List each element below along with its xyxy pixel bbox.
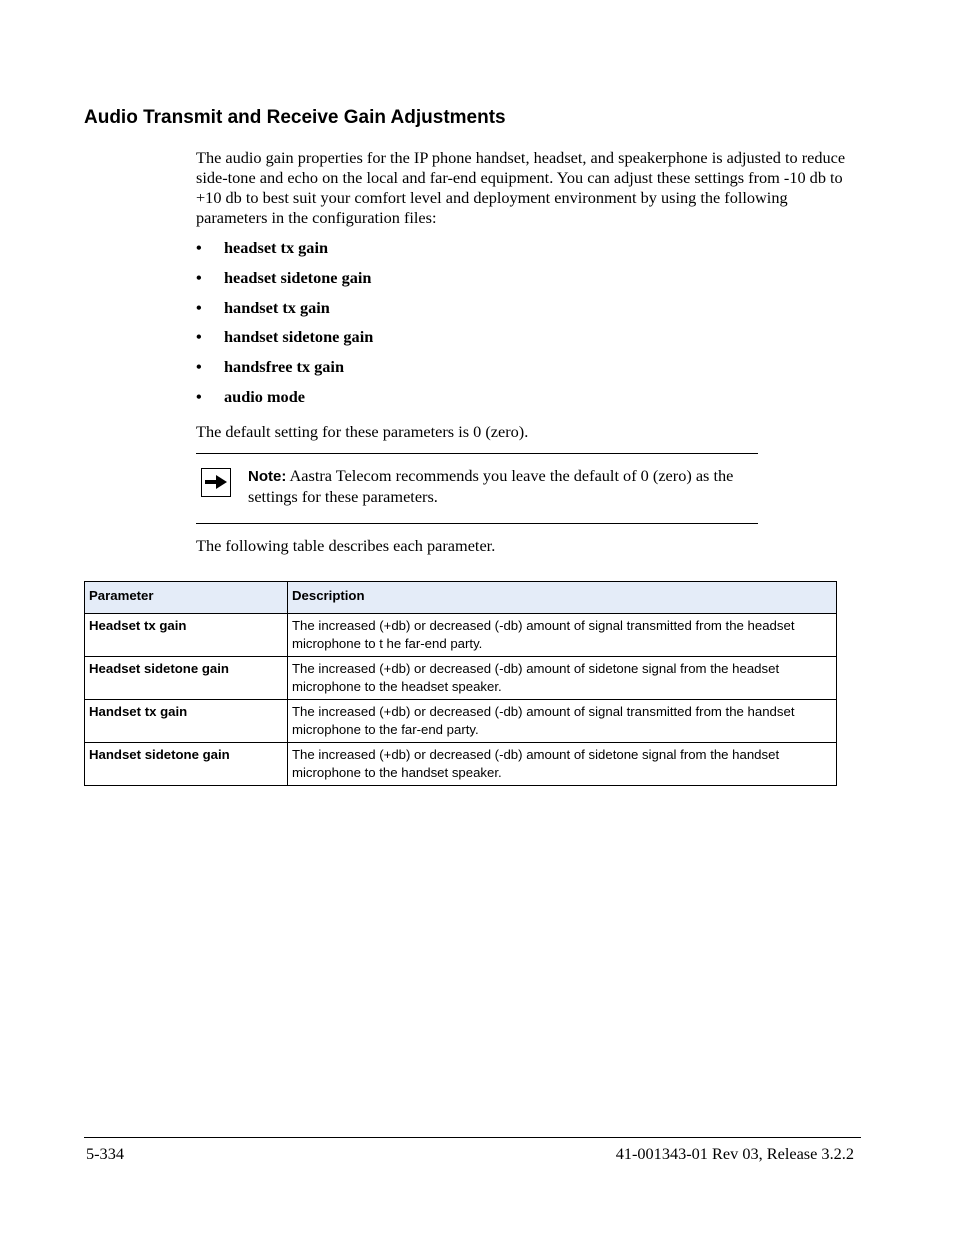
parameter-name: handset sidetone gain (224, 327, 374, 347)
description-cell: The increased (+db) or decreased (-db) amount of signal transmitted from the headset microphone to t he far-end party. (288, 614, 837, 657)
column-header-description: Description (288, 582, 837, 614)
note-text (248, 466, 753, 507)
table-header-row (85, 582, 837, 614)
description-cell: The increased (+db) or decreased (-db) amount of sidetone signal from the handset microphone to the handset speaker. (288, 743, 837, 786)
note-label: Note: (248, 468, 287, 485)
bullet-icon: • (196, 267, 202, 287)
bullet-icon: • (196, 238, 202, 257)
bullet-icon: • (196, 357, 202, 377)
table-row (85, 743, 837, 786)
parameter-table (84, 581, 837, 786)
parameter-cell: Handset sidetone gain (85, 743, 288, 786)
parameter-name: handsfree tx gain (224, 357, 345, 377)
parameter-name: headset sidetone gain (224, 267, 372, 287)
intro-paragraph: The audio gain properties for the IP phone handset, headset, and speakerphone is adjusted to reduce side-tone and echo on the local and far-end equipment. You can adjust these settings from -10 db to +10 db to best suit your comfort level and deployment environment by using the following parameters in the configuration files: (196, 148, 846, 227)
table-intro-text: The following table describes each parameter. (196, 536, 496, 555)
table-row (85, 700, 837, 743)
description-cell: The increased (+db) or decreased (-db) amount of signal transmitted from the handset microphone to the far-end party. (288, 700, 837, 743)
parameter-name: handset tx gain (224, 297, 330, 317)
note-callout (196, 453, 758, 524)
right-arrow-icon (201, 468, 231, 497)
bullet-icon: • (196, 386, 202, 406)
note-body: Aastra Telecom recommends you leave the default of 0 (zero) as the settings for these parameters. (248, 466, 734, 506)
bullet-icon: • (196, 327, 202, 347)
column-header-parameter: Parameter (85, 582, 288, 614)
section-heading: Audio Transmit and Receive Gain Adjustments (84, 107, 506, 128)
bullet-icon: • (196, 297, 202, 317)
default-setting-text: The default setting for these parameters is 0 (zero). (196, 422, 529, 441)
parameter-name: audio mode (224, 386, 305, 406)
description-cell: The increased (+db) or decreased (-db) amount of sidetone signal from the headset microphone to the headset speaker. (288, 657, 837, 700)
footer-divider (84, 1137, 861, 1138)
document-id: 41-001343-01 Rev 03, Release 3.2.2 (615, 1144, 854, 1163)
parameter-cell: Headset sidetone gain (85, 657, 288, 700)
table-row (85, 614, 837, 657)
parameter-cell: Handset tx gain (85, 700, 288, 743)
parameter-name: headset tx gain (224, 238, 329, 257)
parameter-cell: Headset tx gain (85, 614, 288, 657)
page-number: 5-334 (86, 1144, 124, 1163)
table-row (85, 657, 837, 700)
